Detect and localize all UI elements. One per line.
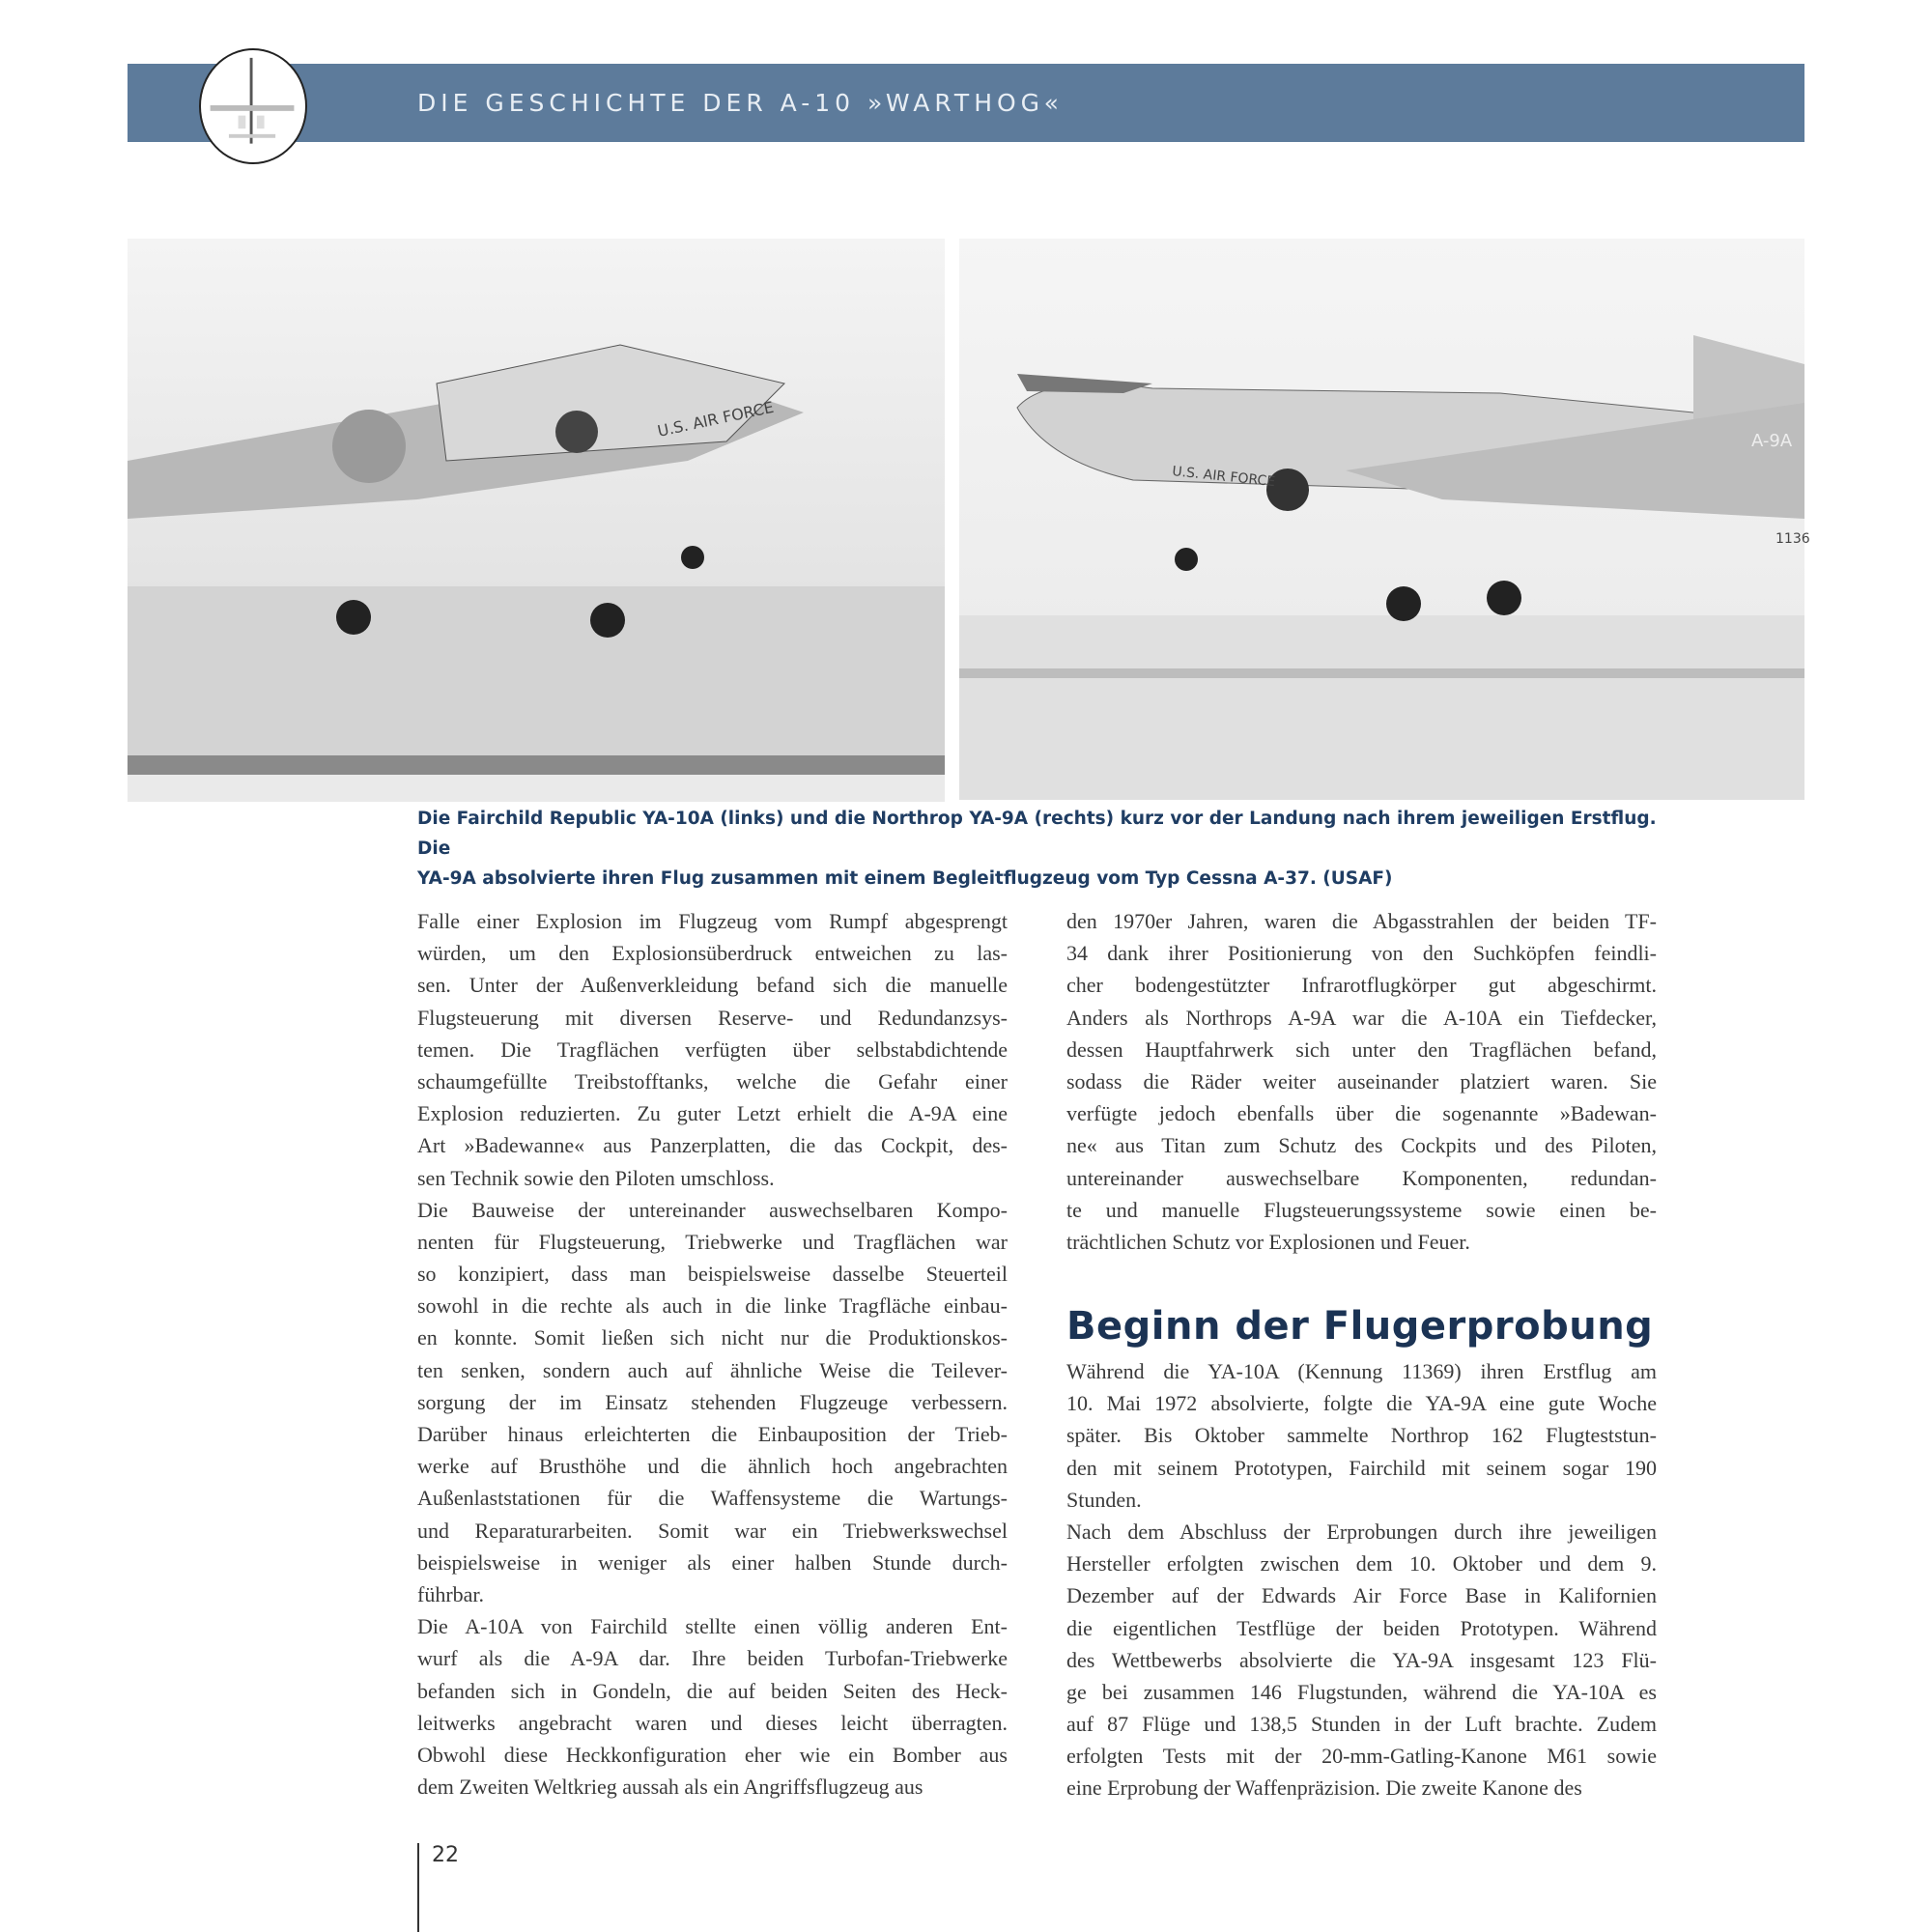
text-line: Dezember auf der Edwards Air Force Base in Kalifornien bbox=[1066, 1583, 1657, 1608]
text-line: sen Technik sowie den Piloten umschloss. bbox=[417, 1165, 775, 1190]
paragraph bbox=[417, 905, 1008, 1194]
text-line: verfügte jedoch ebenfalls über die sogenannte »Badewan- bbox=[1066, 1101, 1657, 1126]
photo-ya-9a bbox=[959, 239, 1810, 800]
text-line: Darüber hinaus erleichterten die Einbauposition der Trieb- bbox=[417, 1422, 1008, 1446]
text-line: dem Zweiten Weltkrieg aussah als ein Angriffsflugzeug aus bbox=[417, 1775, 923, 1800]
text-line: eine Erprobung der Waffenpräzision. Die zweite Kanone des bbox=[1066, 1776, 1582, 1801]
paragraph bbox=[417, 1610, 1008, 1803]
tail-code: A-9A bbox=[1751, 431, 1793, 451]
caption-line: Die Fairchild Republic YA-10A (links) und die Northrop YA-9A (rechts) kurz vor der Landung nach ihrem jeweiligen Erstflug. Die bbox=[417, 809, 1657, 859]
text-line: Stunden. bbox=[1066, 1487, 1142, 1512]
text-line: Nach dem Abschluss der Erprobungen durch ihre jeweiligen bbox=[1066, 1519, 1657, 1544]
left-text-column bbox=[417, 905, 1008, 1803]
text-line: die eigentlichen Testflüge der beiden Prototypen. Während bbox=[1066, 1615, 1657, 1640]
text-line: Die A-10A von Fairchild stellte einen völlig anderen Ent- bbox=[417, 1614, 1008, 1639]
text-line: und Reparaturarbeiten. Somit war ein Triebwerkswechsel bbox=[417, 1518, 1008, 1543]
text-line: ten senken, sondern auch auf ähnliche Weise die Teilever- bbox=[417, 1357, 1008, 1382]
text-line: nenten für Flugsteuerung, Triebwerke und Tragflächen war bbox=[417, 1229, 1008, 1254]
paragraph bbox=[1066, 1516, 1657, 1804]
right-text-column bbox=[1066, 905, 1657, 1258]
text-line: sowohl in die rechte als auch in die linke Tragfläche einbau- bbox=[417, 1293, 1008, 1319]
text-line: schaumgefüllte Treibstofftanks, welche die Gefahr einer bbox=[417, 1068, 1008, 1094]
text-line: werke auf Brusthöhe und die ähnlich hoch angebrachten bbox=[417, 1454, 1008, 1479]
text-line: leitwerks angebracht waren und dieses leicht überragten. bbox=[417, 1710, 1008, 1735]
text-line: dessen Hauptfahrwerk sich unter den Tragflächen befand, bbox=[1066, 1037, 1657, 1062]
text-line: trächtlichen Schutz vor Explosionen und Feuer. bbox=[1066, 1229, 1470, 1254]
text-line: cher bodengestützter Infrarotflugkörper gut abgeschirmt. bbox=[1066, 973, 1657, 998]
text-line: Falle einer Explosion im Flugzeug vom Rumpf abgesprengt bbox=[417, 909, 1008, 933]
photo-caption bbox=[417, 804, 1673, 894]
paragraph bbox=[1066, 905, 1657, 1258]
text-line: 34 dank ihrer Positionierung von den Suchköpfen feindli- bbox=[1066, 941, 1657, 966]
section-heading: Beginn der Flugerprobung bbox=[1066, 1304, 1654, 1349]
text-line: Explosion reduzierten. Zu guter Letzt erhielt die A-9A eine bbox=[417, 1101, 1008, 1126]
page-number: 22 bbox=[432, 1843, 459, 1867]
text-line: sen. Unter der Außenverkleidung befand sich die manuelle bbox=[417, 973, 1008, 998]
text-line: würden, um den Explosionsüberdruck entweichen zu las- bbox=[417, 941, 1008, 966]
text-line: befanden sich in Gondeln, die auf beiden Seiten des Heck- bbox=[417, 1678, 1008, 1703]
text-line: untereinander auswechselbare Komponenten, redundan- bbox=[1066, 1165, 1657, 1190]
text-line: 10. Mai 1972 absolvierte, folgte die YA-9A eine gute Woche bbox=[1066, 1391, 1657, 1416]
text-line: Hersteller erfolgten zwischen dem 10. Oktober und dem 9. bbox=[1066, 1551, 1657, 1577]
paragraph bbox=[1066, 1355, 1657, 1516]
text-line: sodass die Räder weiter auseinander platziert waren. Sie bbox=[1066, 1068, 1657, 1094]
text-line: Flugsteuerung mit diversen Reserve- und Redundanzsys- bbox=[417, 1005, 1008, 1030]
page-header-title: DIE GESCHICHTE DER A-10 »WARTHOG« bbox=[417, 89, 1064, 117]
text-line: führbar. bbox=[417, 1581, 485, 1606]
text-line: ge bei zusammen 146 Flugstunden, während die YA-10A es bbox=[1066, 1679, 1657, 1704]
section-text-column bbox=[1066, 1355, 1657, 1804]
text-line: temen. Die Tragflächen verfügten über selbstabdichtende bbox=[417, 1037, 1008, 1062]
text-line: später. Bis Oktober sammelte Northrop 162 Flugteststun- bbox=[1066, 1423, 1657, 1448]
text-line: Außenlaststationen für die Waffensysteme die Wartungs- bbox=[417, 1486, 1008, 1511]
text-line: auf 87 Flüge und 138,5 Stunden in der Luft brachte. Zudem bbox=[1066, 1712, 1657, 1737]
photo-ya-10a bbox=[128, 239, 945, 802]
caption-line: YA-9A absolvierte ihren Flug zusammen mit einem Begleitflugzeug vom Typ Cessna A-37. (USAF) bbox=[417, 868, 1393, 889]
text-line: so konzipiert, dass man beispielsweise dasselbe Steuerteil bbox=[417, 1262, 1008, 1287]
text-line: Anders als Northrops A-9A war die A-10A ein Tiefdecker, bbox=[1066, 1005, 1657, 1030]
aircraft-marking: U.S. AIR FORCE bbox=[1171, 464, 1276, 491]
text-line: te und manuelle Flugsteuerungssysteme sowie einen be- bbox=[1066, 1197, 1657, 1222]
text-line: en konnte. Somit ließen sich nicht nur die Produktionskos- bbox=[417, 1325, 1008, 1350]
aircraft-logo-icon bbox=[199, 48, 307, 164]
text-line: ne« aus Titan zum Schutz des Cockpits und des Piloten, bbox=[1066, 1133, 1657, 1158]
text-line: Die Bauweise der untereinander auswechselbaren Kompo- bbox=[417, 1197, 1008, 1222]
text-line: Art »Badewanne« aus Panzerplatten, die das Cockpit, des- bbox=[417, 1133, 1008, 1158]
text-line: erfolgten Tests mit der 20-mm-Gatling-Kanone M61 sowie bbox=[1066, 1744, 1657, 1769]
page-number-rule bbox=[417, 1843, 419, 1932]
text-line: beispielsweise in weniger als einer halben Stunde durch- bbox=[417, 1549, 1008, 1575]
tail-number: 1136 bbox=[1776, 531, 1810, 547]
text-line: den mit seinem Prototypen, Fairchild mit seinem sogar 190 bbox=[1066, 1455, 1657, 1480]
paragraph bbox=[417, 1194, 1008, 1610]
text-line: des Wettbewerbs absolvierte die YA-9A insgesamt 123 Flü- bbox=[1066, 1647, 1657, 1672]
aircraft-marking: U.S. AIR FORCE bbox=[655, 397, 776, 440]
text-line: Obwohl diese Heckkonfiguration eher wie ein Bomber aus bbox=[417, 1742, 1008, 1767]
text-line: wurf als die A-9A dar. Ihre beiden Turbofan-Triebwerke bbox=[417, 1646, 1008, 1671]
text-line: den 1970er Jahren, waren die Abgasstrahlen der beiden TF- bbox=[1066, 909, 1657, 933]
text-line: Während die YA-10A (Kennung 11369) ihren Erstflug am bbox=[1066, 1359, 1657, 1383]
text-line: sorgung der im Einsatz stehenden Flugzeuge verbessern. bbox=[417, 1389, 1008, 1414]
